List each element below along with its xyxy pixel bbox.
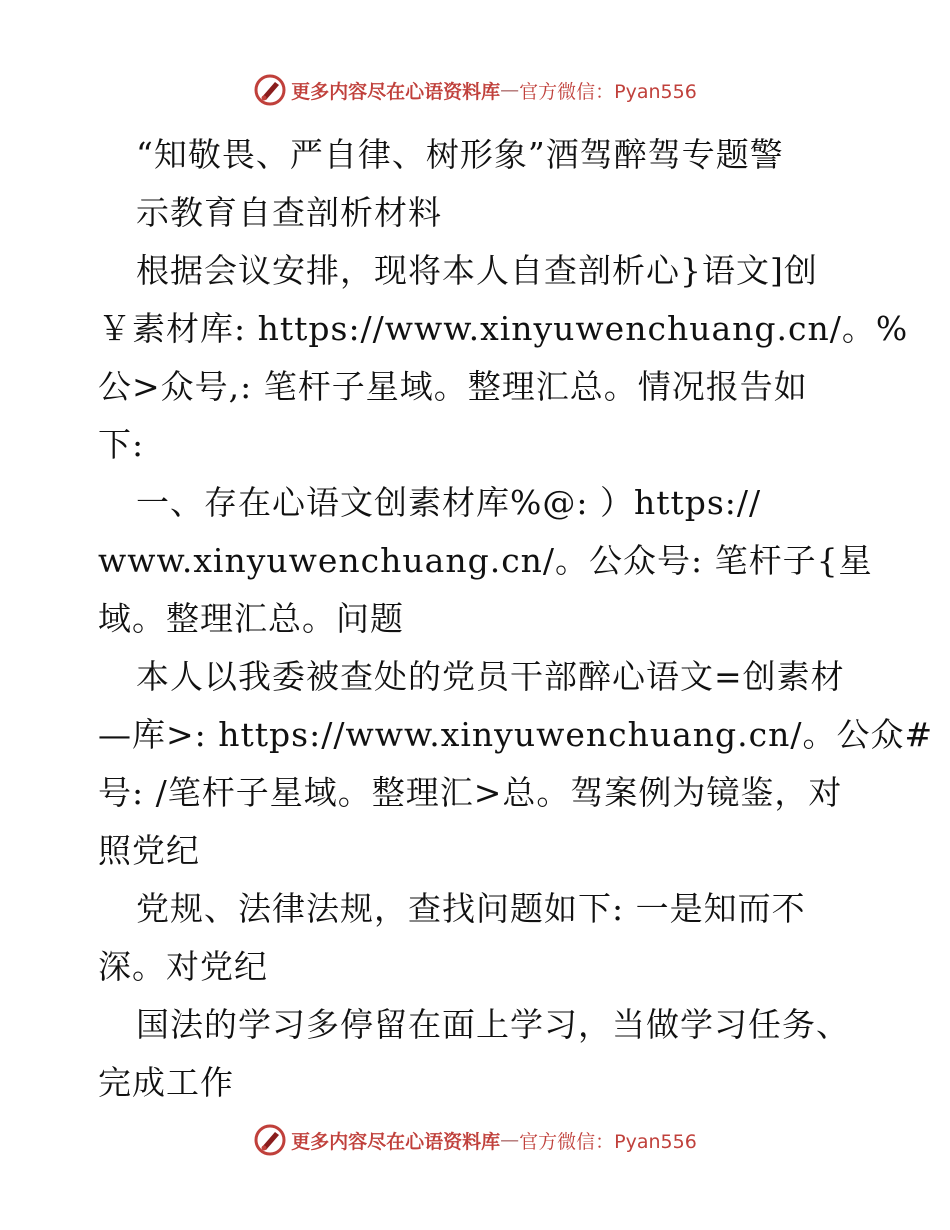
text-line: 域。整理汇总。问题	[98, 599, 404, 638]
text-line: 根据会议安排，现将本人自查剖析心}语文]创	[136, 251, 818, 290]
section-heading: 一、存在心语文创素材库%@: ）https://	[136, 483, 762, 522]
text-line: 国法的学习多停留在面上学习，当做学习任务、	[136, 1005, 850, 1044]
watermark-wechat: 官方微信：Pyan556	[519, 80, 697, 103]
watermark-wechat: 官方微信：Pyan556	[519, 1130, 697, 1153]
watermark-separator: —	[500, 1129, 520, 1151]
text-line: 深。对党纪	[98, 947, 268, 986]
text-line: —库>: https://www.xinyuwenchuang.cn/。公众#	[98, 715, 934, 754]
watermark-separator: —	[500, 79, 520, 101]
text-line: 公>众号,: 笔杆子星域。整理汇总。情况报告如	[98, 367, 808, 406]
watermark-lead: 更多内容尽在心语资料库	[291, 1130, 501, 1153]
text-line: www.xinyuwenchuang.cn/。公众号: 笔杆子{星	[98, 541, 873, 580]
header-watermark	[0, 70, 950, 110]
text-line: 照党纪	[98, 831, 200, 870]
document-body	[98, 126, 934, 1112]
text-line: 号: /笔杆子星域。整理汇>总。驾案例为镜鉴，对	[98, 773, 843, 812]
text-line: 下:	[98, 425, 145, 464]
footer-watermark	[0, 1120, 950, 1160]
pen-logo-icon	[253, 73, 287, 107]
title-line-1: “知敬畏、严自律、树形象”酒驾醉驾专题警	[136, 135, 784, 174]
watermark-lead: 更多内容尽在心语资料库	[291, 80, 501, 103]
pen-logo-icon	[253, 1123, 287, 1157]
text-line: 完成工作	[98, 1063, 234, 1102]
title-line-2: 示教育自查剖析材料	[136, 193, 442, 232]
text-line: 本人以我委被查处的党员干部醉心语文=创素材	[136, 657, 845, 696]
text-line: ￥素材库: https://www.xinyuwenchuang.cn/。%	[98, 309, 909, 348]
text-line: 党规、法律法规，查找问题如下: 一是知而不	[136, 889, 806, 928]
